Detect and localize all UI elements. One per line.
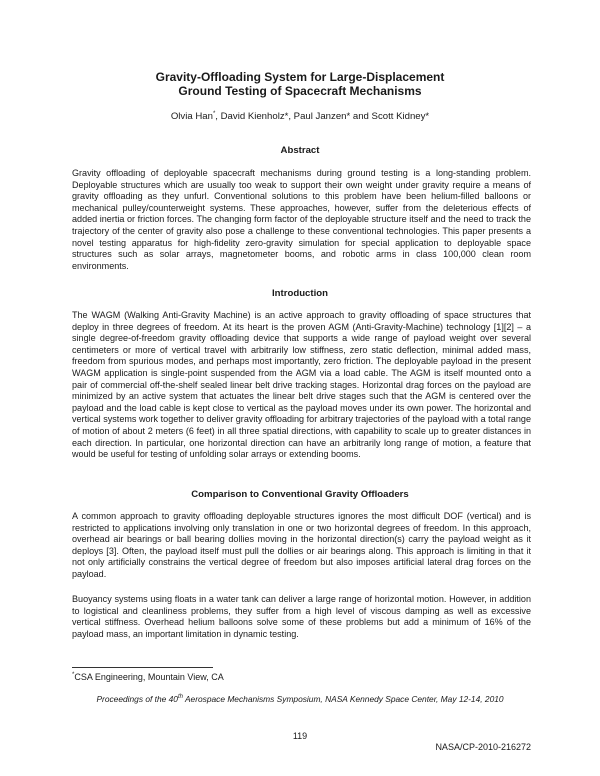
comparison-paragraph-1: A common approach to gravity offloading deployable structures ignores the most difficult DOF (vertical) and is restricted to applications involving only translation in one or two horizontal degrees of freedom. In this approach, overhead air bearings or ball bearing dollies moving in the horizontal direction(s) carry the payload weight as it deploys [3]. Often, the payload itself must pull the dollies or air bearings along. This approach is limiting in that it not only artificially constrains the vertical degree of freedom but also imposes artificial lateral drag forces on the payload. (72, 511, 531, 579)
footnote-divider (72, 667, 213, 668)
comparison-paragraph-2: Buoyancy systems using floats in a water tank can deliver a large range of horizontal motion. However, in addition to logistical and cleanliness problems, they suffer from a high level of viscous damping as well as excessive vertical stiffness. Overhead helium balloons solve some of these problems but add a minimum of 16% of the payload mass, an important limitation in dynamic testing. (72, 594, 531, 639)
page-number: 119 (292, 731, 308, 741)
abstract-heading: Abstract (280, 145, 320, 156)
proceedings-line (0, 694, 600, 705)
introduction-heading: Introduction (272, 288, 328, 299)
proceedings-text-b: Aerospace Mechanisms Symposium, NASA Kennedy Space Center, May 12-14, 2010 (182, 694, 504, 704)
title-line-1: Gravity-Offloading System for Large-Displacement (155, 70, 445, 84)
paper-title (0, 70, 600, 98)
first-author: Olvia Han (170, 111, 213, 122)
footnote-mark: * (72, 672, 75, 678)
first-author-mark: * (212, 110, 216, 117)
title-line-2: Ground Testing of Spacecraft Mechanisms (178, 84, 422, 98)
proceedings-ordinal: th (177, 694, 183, 701)
document-number: NASA/CP-2010-216272 (435, 742, 531, 752)
abstract-text: Gravity offloading of deployable spacecraft mechanisms during ground testing is a long-standing problem. Deployable structures which are usually too weak to support their own weight under gravity require a means of gravity offloading as they unfurl. Conventional solutions to this problem have been helium-filled balloons or mechanical pulley/counterweight systems. These approaches, however, suffer from the deleterious effects of added inertia or friction forces. The changing form factor of the deployable structure itself and the need to track the trajectory of the center of gravity also pose a challenge to these conventional technologies. This paper presents a novel testing apparatus for high-fidelity zero-gravity simulation for special application to deployable space structures such as solar arrays, magnetometer booms, and robotic arms in class 100,000 clean room environments. (72, 168, 531, 271)
proceedings-text-a: Proceedings of the 40 (96, 694, 178, 704)
introduction-text: The WAGM (Walking Anti-Gravity Machine) is an active approach to gravity offloading of space structures that deploy in three degrees of freedom. At its heart is the proven AGM (Anti-Gravity-Machine) technology [1][2] – a single degree-of-freedom gravity offloading device that supports a wide range of payload weight over several centimeters or more of vertical travel with arbitrarily low stiffness, zero static deflection, minimal added mass, freedom from spurious modes, and perhaps most importantly, zero friction. The deployable payload in the present WAGM application is single-point suspended from the AGM via a load cable. The AGM is itself mounted onto a pair of commercial off-the-shelf sealed linear belt drive tracking stages. Horizontal drag forces on the payload are minimized by an active system that actuates the linear belt drive stages such that the AGM is centered over the payload and the load cable is kept close to vertical as the payload moves under its own power. The horizontal and vertical systems work together to deliver gravity offloading for arbitrary trajectories of the payload with a total range of motion of about 2 meters (6 feet) in all three spatial directions, with capability to scale up to greater distances in each direction. In particular, one horizontal direction can have an arbitrarily long range of motion, a feature that would be useful for testing of unfolding solar arrays or extending booms. (72, 310, 531, 460)
comparison-heading: Comparison to Conventional Gravity Offloaders (191, 489, 409, 500)
affiliation-footnote (72, 672, 224, 683)
footnote-text: CSA Engineering, Mountain View, CA (74, 672, 224, 682)
other-authors: , David Kienholz*, Paul Janzen* and Scott Kidney* (215, 111, 430, 122)
author-list (0, 111, 600, 123)
